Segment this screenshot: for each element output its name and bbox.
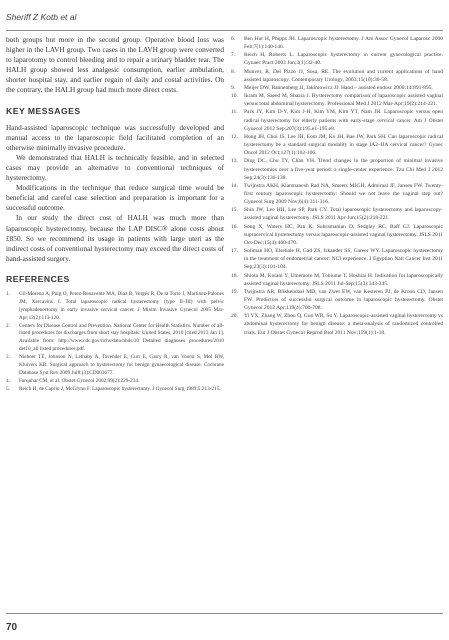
reference-number: 19.	[231, 288, 238, 295]
reference-item	[231, 182, 443, 206]
reference-number: 13.	[231, 158, 238, 165]
reference-number: 20.	[231, 313, 238, 320]
reference-item	[231, 272, 443, 288]
reference-number: 18.	[231, 272, 238, 279]
reference-number: 16.	[231, 223, 238, 230]
key-message-paragraph: Hand-assisted laparoscopic technique was successfully developed and manual access to the laparoscopic field facilitated completion of an otherwise minimally invasive procedure.	[6, 122, 224, 152]
reference-number: 10.	[231, 93, 238, 100]
running-header-author: Sheriff Z Kotb et al	[6, 12, 77, 22]
reference-text: Ikram M, Saeed M, Sbazia J. Hysterectomy comparison of laparoscopic assisted vaginal versus total abdominal hysterectomy. Professional Med J 2012 Mar-Apr;19(2):214-221.	[244, 93, 443, 108]
reference-number: 17.	[231, 248, 238, 255]
reference-number: 2.	[6, 322, 10, 329]
reference-item	[231, 68, 443, 84]
key-message-paragraph: Modifications in the technique that reduce surgical time would be beneficial and careful case selection and preparation is important for a successful outcome.	[6, 183, 224, 213]
reference-number: 1.	[6, 290, 10, 297]
reference-item	[231, 35, 443, 51]
reference-text: Twijnstra AR, Blikkendaal MD, van Zwet EW, van Kesteren PJ, de Kroon CD, Jansen FW. Predictors of successful surgical outcome in laparoscopic hysterectomy. Obstet Gynecol 2012 Apr;119(4):700-708.	[244, 288, 443, 312]
reference-item	[231, 206, 443, 222]
reference-item	[231, 108, 443, 132]
reference-item	[6, 386, 224, 394]
left-column	[6, 35, 224, 394]
reference-text: Shiota M, Kotani Y, Umemoto M, Tobiume T, Hoshiai H. Indication for laparoscopically assisted vaginal hysterectomy. JSLS 2011 Jul-Sep;15(3):343-345.	[244, 272, 443, 287]
reference-item	[231, 288, 443, 312]
reference-number: 11.	[231, 109, 238, 116]
reference-number: 7.	[231, 52, 236, 59]
running-header	[6, 6, 443, 31]
right-column	[231, 35, 443, 337]
reference-text: Yi YX, Zhang W, Zhou Q, Guo WR, Su Y. Laparoscopic-assisted vaginal hysterectomy vs abdominal hysterectomy for benign disease: a meta-analysis of randomized controlled trials. Eur J Obstet Gynecol Reprod Biol 2011 Nov;159(1):1-18.	[244, 313, 443, 336]
reference-number: 3.	[6, 354, 10, 361]
reference-list-right	[231, 35, 443, 337]
reference-item	[231, 312, 443, 336]
reference-text: Hong JH, Choi JS, Lee JH, Eom JM, Ko JH, Bae JW, Park SH. Can laparoscopic radical hysterectomy be a standard surgical modality in stage IA2–IIA cervical cancer? Gynec Oncol 2012 Oct;127(1):102-106.	[244, 133, 443, 157]
reference-text: Centers for Disease Control and Prevention. National Center for Health Statistics. Number of all-listed procedures for discharges from short stay hospitals: United States, 2010 [cited 2013 Jan 1]. Available from: http://www.cdc.gov/nchs/data/nhds/10 Detailed diagnoses procedures/2010 det10_all listed procedures.pdf.	[19, 322, 224, 353]
reference-number: 8.	[231, 68, 236, 75]
reference-text: Ding DC, Chu TY, Chan YH. Trend changes in the proportion of minimal invasive hysterectomies over a five-year period: a single-center experience. Tzu Chi Med J 2012 Sep;24(3):136-138.	[244, 158, 443, 181]
key-message-paragraph: In our study the direct cost of HALH was much more than laparoscopic hysterectomy, because the LAP DISC® alone costs about £850. So we recommend its usage in patients with large uteri as the indirect costs of conventional hysterectomy may exceed the direct costs of hand-assisted surgery.	[6, 213, 224, 263]
key-messages-heading: KEY MESSAGES	[6, 105, 81, 116]
reference-item	[6, 354, 224, 378]
reference-item	[231, 157, 443, 181]
reference-number: 12.	[231, 133, 238, 140]
references-heading: REFERENCES	[6, 273, 70, 284]
reference-item	[231, 223, 443, 247]
reference-item	[231, 247, 443, 271]
reference-item	[231, 133, 443, 157]
reference-number: 15.	[231, 207, 238, 214]
reference-item	[231, 84, 443, 92]
reference-number: 4.	[6, 377, 10, 384]
reference-text: Reich H, Roberts L. Laparoscopic hysterectomy in current gynecological practice. Gynaec Pract 2003 Jun;3(1):32-40.	[244, 52, 443, 67]
reference-item	[231, 92, 443, 108]
reference-text: Gil-Moreno A, Puig O, Perez-Benavente MA, Diaz B, Vergés R, De la Torre J, Martinez-Palones JM, Xercavins J. Total laparoscopic radical hysterectomy (type II–III) with pelvic lymphadenectomy in early invasive cervical cancer. J Minim Invasive Gynecol 2005 Mar-Apr;12(2):113-120.	[19, 290, 224, 321]
reference-number: 5.	[6, 385, 10, 392]
reference-text: Meijer DW, Bannenberg JJ, Jakimowicz JJ. Hand – assisted endosc 2000;14:891-895.	[244, 84, 433, 91]
body-paragraph: both groups but more in the second group. Operative blood loss was higher in the LAVH group. Two cases in the LAVH group were converted to laparotomy to control bleeding and to repair a urinary bladder tear. The HALH group showed less analgesic consumption, earlier ambulation, shorter hospital stay, and earlier regain of daily and costal activities. On the contrary, the HALH group had much more direct costs.	[6, 35, 224, 95]
reference-item	[6, 378, 224, 386]
reference-text: Soliman HO, Elsebaie H, Gad ZS, Iskander SS, Gareer WY. Laparoscopic hysterectomy in the treatment of endometrial cancer: NCI experience. J Egyptian Natl Cancer Inst 2011 Sep;23(3):101-104.	[244, 248, 443, 271]
reference-number: 9.	[231, 84, 236, 91]
key-message-paragraph: We demonstrated that HALH is technically feasible, and in selected cases may provide an alternative to conventional techniques of hysterectomy.	[6, 152, 224, 183]
reference-text: Park JY, Kim D-Y, Kim J-H, Kim YM, Kim YT, Nam JH. Laparoscopic versus open radical hysterectomy for elderly patients with early-stage cervical cancer. Am J Obstet Gynecol 2012 Sep;207(3):195.e1-195.e8.	[244, 109, 443, 132]
footer-rule	[6, 613, 443, 614]
reference-text: Munver, R, Del Pizzo JJ, Sosa, RE. The evolution and current applications of hand assisted laparoscopy. Contemporary Urology, 2003;15(10):30-58.	[244, 68, 443, 83]
reference-text: Twijnstra AKH, Kianmanesh Rad NA, Smeets MJGH, Admiraal JF, Jansen FW. Twenty-first century laparoscopic hysterectomy: Should we not leave the vaginal step out? Gynecol Surg 2009 Nov;6(4):311-316.	[244, 182, 443, 206]
reference-text: Farquhar CM, et al. Obstet Gynecol 2002;99(2):229-234.	[19, 377, 140, 384]
reference-text: Song X, Waters HC, Pan K, Subramanian D, Sedgley RC, Raff GJ. Laparoscopic supracervical hysterectomy versus laparoscopic-assisted vaginal hysterectomy. JSLS 2011 Oct-Dec;15(4):460-470.	[244, 223, 443, 246]
reference-item	[6, 323, 224, 355]
reference-text: Reich H, de Caprio J, McGlynn F. Laparoscopic hysterectomy. J Gynecol Surg 1989;5:213-215.	[19, 385, 221, 392]
reference-text: Shin JW, Lee HH, Lee SP, Park CY. Total laparoscopic hysterectomy and laparoscopy-assisted vaginal hysterectomy. JSLS 2011 Apr-Jun;15(2):218-221.	[244, 207, 443, 222]
reference-item	[6, 291, 224, 323]
reference-number: 14.	[231, 182, 238, 189]
page-number: 70	[6, 622, 18, 633]
reference-text: Ben Hur H, Phipps JH. Laparoscopic hysterectomy. J Am Assoc Gynecol Laparosc 2000 Feb;7(1):140-146.	[244, 36, 443, 51]
reference-number: 6.	[231, 36, 236, 42]
reference-list-left	[6, 291, 224, 394]
reference-item	[231, 51, 443, 67]
reference-text: Nieboer TE, Johnson N, Lethaby A, Tavender E, Curr E, Garry R, van Voorst S, Mol BW, Kluivers KB. Surgical approach to hysterectomy for benign gynaecological disease. Cochrane Database Syst Rev 2009 Jul8;(3):CD003677.	[19, 354, 224, 376]
